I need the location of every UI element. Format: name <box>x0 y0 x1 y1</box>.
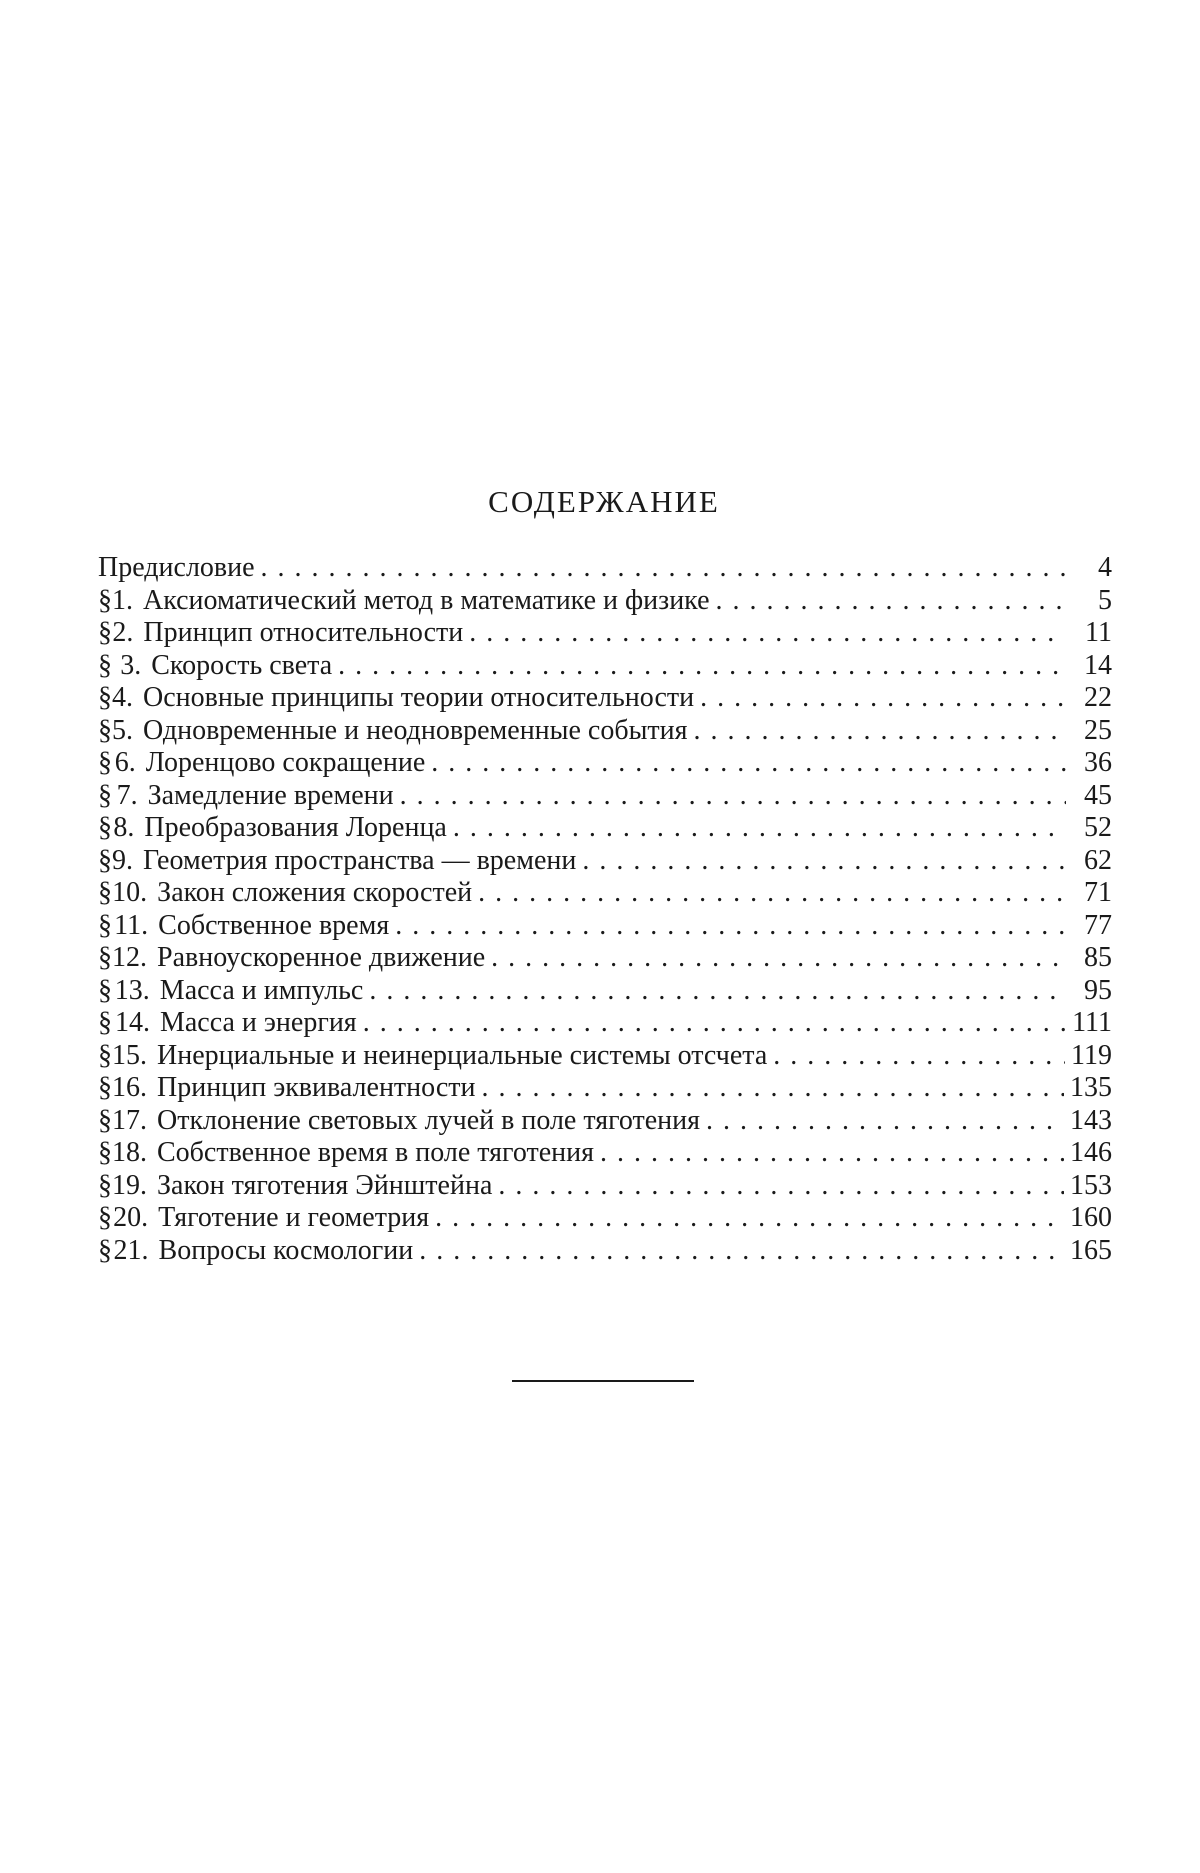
toc-entry <box>98 715 1112 748</box>
toc-entry-number: 18. <box>112 1137 147 1168</box>
toc-entry-number: 20. <box>113 1202 149 1233</box>
dot-leader <box>498 1170 1064 1202</box>
dot-leader <box>482 1072 1065 1104</box>
toc-entry <box>98 617 1112 650</box>
dot-leader <box>706 1105 1064 1137</box>
toc-entry-page: 153 <box>1070 1169 1112 1201</box>
section-sign: § <box>98 1169 112 1201</box>
section-sign: § <box>98 812 112 843</box>
toc-entry-page: 143 <box>1070 1104 1112 1136</box>
toc-entry-title: Геометрия пространства — времени <box>143 844 577 876</box>
toc-entry-title: Масса и импульс <box>159 974 364 1006</box>
toc-entry-number: 21. <box>113 1234 149 1266</box>
dot-leader <box>716 585 1066 617</box>
toc-entry-page: 5 <box>1098 584 1112 616</box>
toc-entry-page: 135 <box>1070 1072 1112 1103</box>
toc-entry <box>98 910 1112 943</box>
toc-entry <box>98 1072 1112 1105</box>
toc-entry-page: 4 <box>1098 552 1112 583</box>
toc-entry-title: Отклонение световых лучей в поле тяготения <box>157 1104 701 1136</box>
toc-entry-title: Инерциальные и неинерциальные системы отсчета <box>157 1039 768 1071</box>
dot-leader <box>369 975 1066 1007</box>
toc-entry-page: 77 <box>1084 909 1112 941</box>
toc-entry <box>98 1170 1112 1203</box>
toc-entry <box>98 845 1112 878</box>
toc-entry <box>98 1137 1112 1170</box>
toc-entry-number: 7. <box>116 779 138 811</box>
dot-leader <box>400 780 1066 812</box>
toc-entry-title: Основные принципы теории относительности <box>143 682 695 713</box>
toc-entry-page: 45 <box>1084 779 1112 811</box>
toc-entry-number: 10. <box>112 877 148 908</box>
dot-leader <box>469 617 1066 649</box>
toc-entry <box>98 650 1112 683</box>
toc-entry-page: 71 <box>1084 877 1112 908</box>
toc-entry-page: 62 <box>1084 844 1112 876</box>
toc-entry-page: 95 <box>1084 974 1112 1006</box>
section-sign: § <box>98 1137 112 1168</box>
toc-entry-title: Преобразования Лоренца <box>144 812 447 843</box>
toc-entry-preface <box>98 552 1112 585</box>
toc-entry-number: 17. <box>112 1104 147 1136</box>
dot-leader <box>773 1040 1065 1072</box>
toc-entry-title: Вопросы космологии <box>158 1234 414 1266</box>
toc-entry-title: Замедление времени <box>147 779 394 811</box>
toc-entry-title: Аксиоматический метод в математике и физике <box>143 584 710 616</box>
toc-entry-page: 146 <box>1070 1137 1112 1168</box>
section-sign: § <box>98 1007 112 1038</box>
toc-entry <box>98 1040 1112 1073</box>
page-title: СОДЕРЖАНИЕ <box>488 484 720 519</box>
dot-leader <box>435 1202 1064 1234</box>
section-sign: § <box>98 617 112 648</box>
toc-entry-title: Масса и энергия <box>159 1007 357 1038</box>
toc-entry-title: Равноускоренное движение <box>157 942 486 973</box>
toc-entry-page: 14 <box>1084 649 1112 681</box>
toc-entry-title: Принцип эквивалентности <box>157 1072 476 1103</box>
section-sign: § <box>98 1104 112 1136</box>
section-sign: § <box>98 1202 112 1233</box>
toc-entry <box>98 682 1112 715</box>
dot-leader <box>419 1235 1064 1267</box>
toc-entry-title: Скорость света <box>151 649 333 681</box>
toc-entry-title: Тяготение и геометрия <box>158 1202 430 1233</box>
toc-entry-page: 165 <box>1070 1234 1112 1266</box>
closing-rule <box>512 1380 694 1382</box>
toc-entry-page: 36 <box>1084 747 1112 778</box>
toc-entry-number: 1. <box>112 584 133 616</box>
toc-entry-number: 3. <box>120 649 142 681</box>
dot-leader <box>700 682 1066 714</box>
dot-leader <box>491 942 1066 974</box>
section-sign: § <box>98 942 112 973</box>
toc-entry-title: Предисловие <box>98 552 255 583</box>
section-sign: § <box>98 584 112 616</box>
toc-entry-page: 11 <box>1085 617 1112 648</box>
section-sign: § <box>98 779 112 811</box>
toc-entry <box>98 1007 1112 1040</box>
toc-entry <box>98 1202 1112 1235</box>
toc-entry-number: 12. <box>112 942 147 973</box>
toc-entry-number: 9. <box>112 844 133 876</box>
toc-entry-title: Собственное время в поле тяготения <box>157 1137 594 1168</box>
section-sign: § <box>98 649 112 681</box>
toc-entry-number: 14. <box>114 1007 150 1038</box>
dot-leader <box>338 650 1066 682</box>
dot-leader <box>453 812 1066 844</box>
dot-leader <box>694 715 1067 747</box>
toc-entry-number: 5. <box>112 714 133 746</box>
toc-entry-number: 16. <box>112 1072 148 1103</box>
toc-entry-page: 22 <box>1084 682 1112 713</box>
dot-leader <box>600 1137 1064 1169</box>
toc-entry-page: 52 <box>1083 812 1112 843</box>
toc-entry <box>98 747 1112 780</box>
toc-entry-number: 13. <box>114 974 150 1006</box>
toc-entry-number: 2. <box>112 617 134 648</box>
toc-entry-page: 111 <box>1072 1007 1112 1038</box>
dot-leader <box>582 845 1066 877</box>
toc-entry <box>98 1105 1112 1138</box>
toc-entry-title: Принцип относительности <box>143 617 464 648</box>
toc-entry-number: 8. <box>113 812 135 843</box>
toc-entry <box>98 975 1112 1008</box>
section-sign: § <box>98 909 112 941</box>
section-sign: § <box>98 714 112 746</box>
toc-entry-title: Закон тяготения Эйнштейна <box>157 1169 493 1201</box>
toc-entry-number: 15. <box>112 1039 147 1071</box>
dot-leader <box>431 747 1066 779</box>
toc-entry-number: 6. <box>114 747 136 778</box>
toc-entry-page: 119 <box>1071 1039 1112 1071</box>
toc-entry-number: 4. <box>112 682 133 713</box>
toc-entry-title: Одновременные и неодновременные события <box>143 714 688 746</box>
toc-entry-page: 25 <box>1084 714 1112 746</box>
section-sign: § <box>98 1039 112 1071</box>
toc-entry <box>98 780 1112 813</box>
toc-entry <box>98 585 1112 618</box>
toc-entry <box>98 877 1112 910</box>
section-sign: § <box>98 974 112 1006</box>
dot-leader <box>478 877 1066 909</box>
section-sign: § <box>98 844 112 876</box>
toc-entry-page: 85 <box>1084 942 1112 973</box>
toc-entry-title: Закон сложения скоростей <box>157 877 473 908</box>
section-sign: § <box>98 682 112 713</box>
toc-entry <box>98 1235 1112 1268</box>
dot-leader <box>261 552 1066 584</box>
dot-leader <box>395 910 1066 942</box>
dot-leader <box>363 1007 1066 1039</box>
table-of-contents <box>98 552 1112 1267</box>
section-sign: § <box>98 747 112 778</box>
toc-entry-page: 160 <box>1070 1202 1112 1233</box>
toc-entry-title: Лоренцово сокращение <box>145 747 426 778</box>
section-sign: § <box>98 1234 112 1266</box>
toc-entry-number: 19. <box>112 1169 147 1201</box>
toc-entry <box>98 942 1112 975</box>
toc-entry <box>98 812 1112 845</box>
toc-entry-number: 11. <box>114 909 149 941</box>
toc-entry-title: Собственное время <box>158 909 390 941</box>
section-sign: § <box>98 1072 112 1103</box>
section-sign: § <box>98 877 112 908</box>
